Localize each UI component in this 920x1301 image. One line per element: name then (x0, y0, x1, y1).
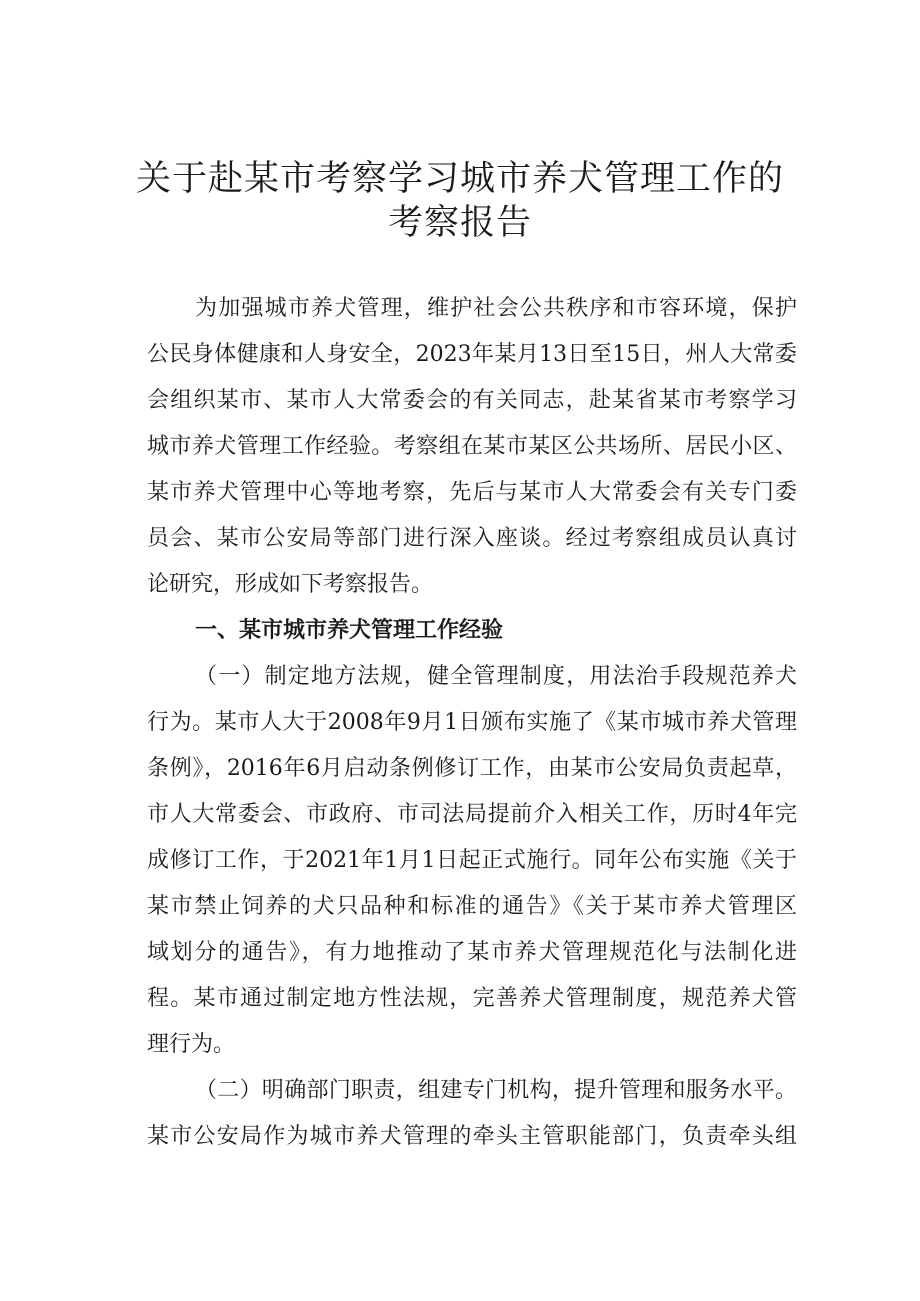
paragraph-line: 某市禁止饲养的犬只品种和标准的通告》《关于某市养犬管理区 (147, 894, 797, 919)
document-title-line-1: 关于赴某市考察学习城市养犬管理工作的 (135, 159, 784, 199)
paragraph-line: 某市养犬管理中心等地考察，先后与某市人大常委会有关专门委 (147, 480, 797, 505)
paragraph-line: （二）明确部门职责，组建专门机构，提升管理和服务水平。 (195, 1078, 797, 1103)
paragraph-line: 某市公安局作为城市养犬管理的牵头主管职能部门，负责牵头组 (147, 1124, 797, 1149)
paragraph-line: 条例》，2016年6月启动条例修订工作，由某市公安局负责起草， (147, 756, 797, 781)
paragraph-line: 程。某市通过制定地方性法规，完善养犬管理制度，规范养犬管 (147, 986, 797, 1011)
paragraph-line: 公民身体健康和人身安全，2023年某月13日至15日，州人大常委 (147, 342, 797, 367)
document-title-line-2: 考察报告 (387, 203, 532, 243)
paragraph-line: 理行为。 (147, 1032, 236, 1057)
paragraph-line: 员会、某市公安局等部门进行深入座谈。经过考察组成员认真讨 (147, 526, 797, 551)
paragraph-line: 行为。某市人大于2008年9月1日颁布实施了《某市城市养犬管理 (147, 710, 797, 735)
paragraph-line: 城市养犬管理工作经验。考察组在某市某区公共场所、居民小区、 (147, 434, 797, 459)
paragraph-line: 成修订工作，于2021年1月1日起正式施行。同年公布实施《关于 (147, 848, 797, 873)
paragraph-line: 市人大常委会、市政府、市司法局提前介入相关工作，历时4年完 (147, 802, 797, 827)
paragraph-line: 为加强城市养犬管理，维护社会公共秩序和市容环境，保护 (195, 296, 797, 321)
paragraph-line: 会组织某市、某市人大常委会的有关同志，赴某省某市考察学习 (147, 388, 797, 413)
section-heading: 一、某市城市养犬管理工作经验 (195, 618, 504, 643)
paragraph-line: 域划分的通告》，有力地推动了某市养犬管理规范化与法制化进 (147, 940, 797, 965)
paragraph-line: 论研究，形成如下考察报告。 (147, 572, 434, 597)
paragraph-line: （一）制定地方法规，健全管理制度，用法治手段规范养犬 (195, 664, 797, 689)
